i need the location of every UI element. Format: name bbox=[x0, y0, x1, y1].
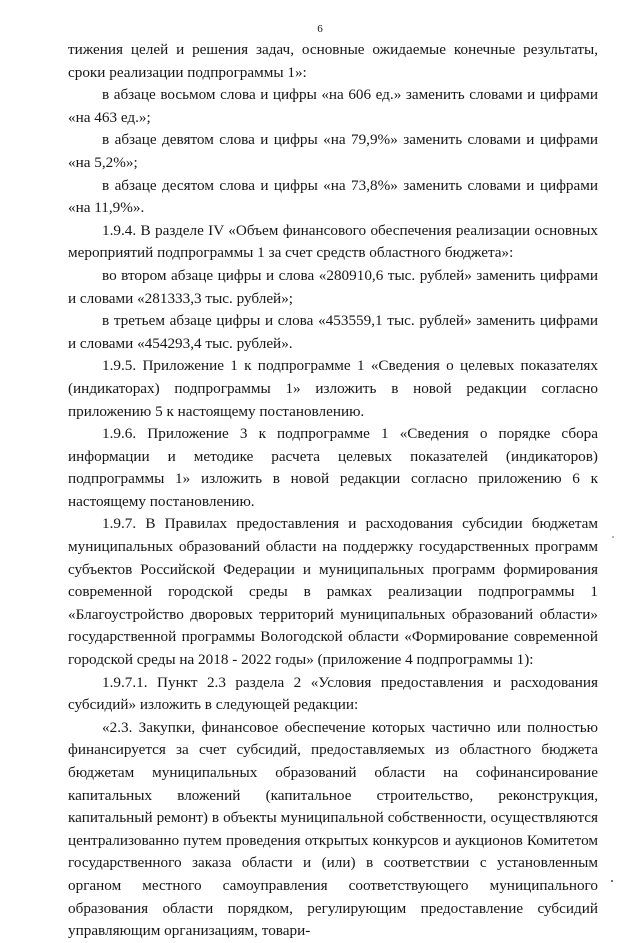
scan-speck bbox=[612, 536, 614, 538]
document-body bbox=[68, 39, 598, 943]
paragraph-1-9-5: 1.9.5. Приложение 1 к подпрограмме 1 «Сведения о целевых показателях (индикаторах) подпрограммы 1» изложить в новой редакции согласно приложению 5 к настоящему постановлению. bbox=[68, 357, 598, 420]
paragraph-1-9-7-1: 1.9.7.1. Пункт 2.3 раздела 2 «Условия предоставления и расходования субсидий» изложить в следующей редакции: bbox=[68, 673, 598, 714]
paragraph-1-9-7: 1.9.7. В Правилах предоставления и расходования субсидии бюджетам муниципальных образований области на поддержку государственных программ субъектов Российской Федерации и муниципальных программ формирования современной городской среды в рамках реализации подпрограммы 1 «Благоустройство дворовых территорий муниципальных образований области» государственной программы Вологодской области «Формирование современной городской среды на 2018 - 2022 годы» (приложение 4 подпрограммы 1): bbox=[68, 515, 598, 669]
paragraph-continuation: тижения целей и решения задач, основные ожидаемые конечные результаты, сроки реализации подпрограммы 1»: bbox=[68, 41, 598, 81]
paragraph-quoted-2-3: «2.3. Закупки, финансовое обеспечение которых частично или полностью финансируется за счет субсидий, предоставляемых из областного бюджета бюджетам муниципальных образований области на софинансирование капитальных вложений (капитальное строительство, реконструкция, капитальный ремонт) в объекты муниципальной собственности, осуществляются централизованно путем проведения открытых конкурсов и аукционов Комитетом государственного заказа области и (или) в соответствии с установленным органом местного самоуправления соответствующего муниципального образования области порядком, регулирующим предоставление субсидий управляющим организациям, товари- bbox=[68, 718, 598, 940]
scan-speck bbox=[611, 880, 613, 882]
paragraph-1-9-4: 1.9.4. В разделе IV «Объем финансового обеспечения реализации основных мероприятий подпрограммы 1 за счет средств областного бюджета»: bbox=[68, 221, 598, 262]
paragraph-amendment-8th: в абзаце восьмом слова и цифры «на 606 ед.» заменить словами и цифрами «на 463 ед.»; bbox=[68, 86, 598, 126]
paragraph-second-abzac: во втором абзаце цифры и слова «280910,6 тыс. рублей» заменить цифрами и словами «281333,3 тыс. рублей»; bbox=[68, 266, 598, 307]
paragraph-amendment-9th: в абзаце девятом слова и цифры «на 79,9%» заменить словами и цифрами «на 5,2%»; bbox=[68, 131, 598, 171]
page-number: 6 bbox=[317, 23, 323, 35]
paragraph-1-9-6: 1.9.6. Приложение 3 к подпрограмме 1 «Сведения о порядке сбора информации и методике расчета целевых показателей (индикаторов) подпрограммы 1» изложить в новой редакции согласно приложению 6 к настоящему постановлению. bbox=[68, 425, 598, 510]
paragraph-amendment-10th: в абзаце десятом слова и цифры «на 73,8%» заменить словами и цифрами «на 11,9%». bbox=[68, 176, 598, 217]
paragraph-third-abzac: в третьем абзаце цифры и слова «453559,1 тыс. рублей» заменить цифрами и словами «454293,4 тыс. рублей». bbox=[68, 312, 598, 352]
